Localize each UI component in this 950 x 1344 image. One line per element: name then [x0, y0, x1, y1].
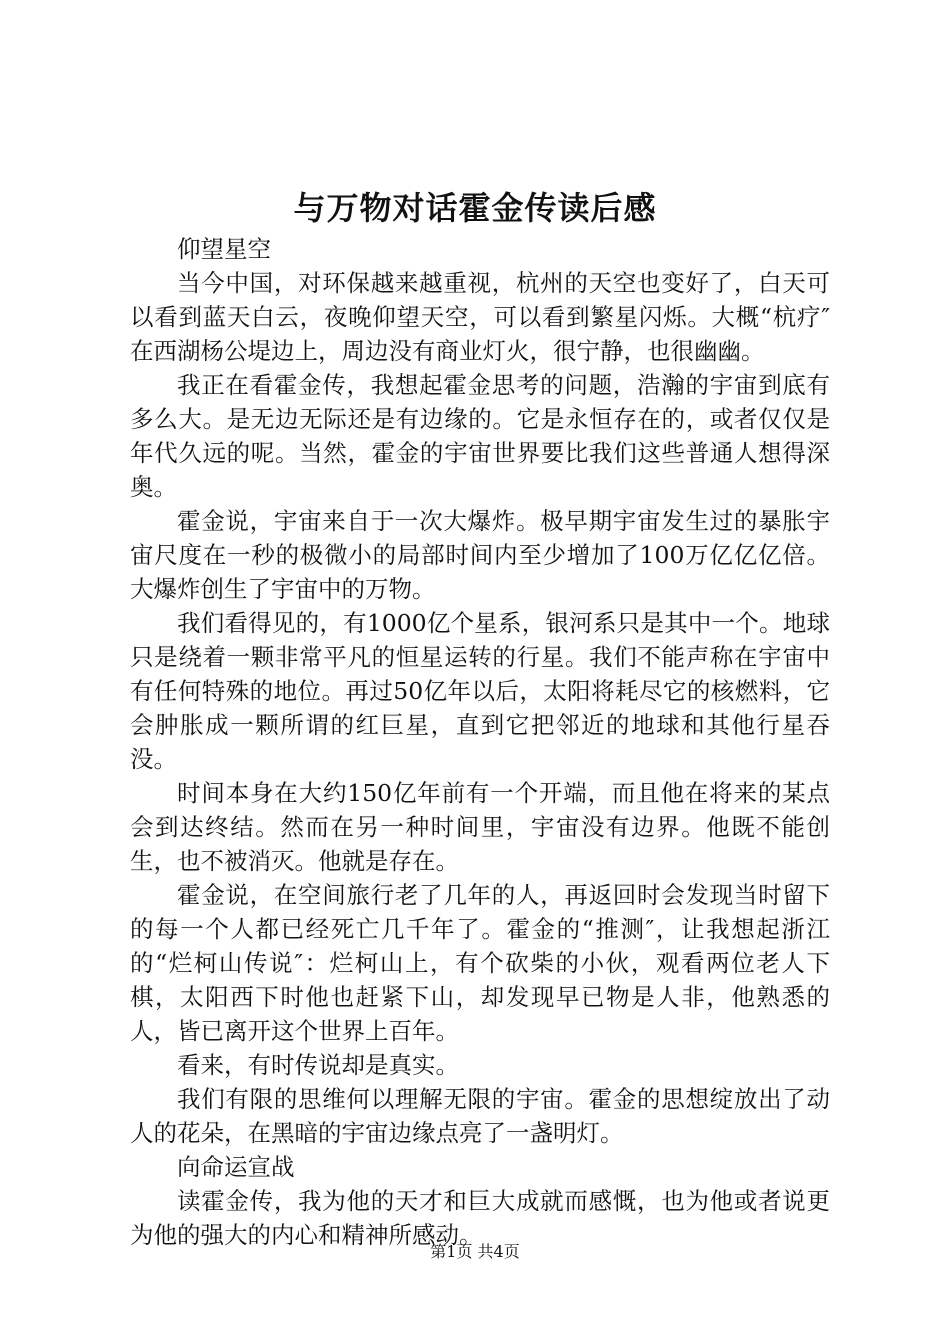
- paragraph: 读霍金传，我为他的天才和巨大成就而感慨，也为他或者说更为他的强大的内心和精神所感动。: [130, 1187, 830, 1249]
- page-title: 与万物对话霍金传读后感: [293, 189, 657, 227]
- paragraph: 看来，有时传说却是真实。: [177, 1051, 459, 1079]
- paragraph: 时间本身在大约150亿年前有一个开端，而且他在将来的某点会到达终结。然而在另一种时间里，宇宙没有边界。他既不能创生，也不被消灭。他就是存在。: [130, 779, 830, 875]
- paragraph: 霍金说，宇宙来自于一次大爆炸。极早期宇宙发生过的暴胀宇宙尺度在一秒的极微小的局部时间内至少增加了100万亿亿亿倍。大爆炸创生了宇宙中的万物。: [130, 507, 830, 603]
- paragraph: 霍金说，在空间旅行老了几年的人，再返回时会发现当时留下的每一个人都已经死亡几千年了。霍金的“推测″，让我想起浙江的“烂柯山传说″：烂柯山上，有个砍柴的小伙，观看两位老人下棋，太阳西下时他也赶紧下山，却发现早已物是人非，他熟悉的人，皆已离开这个世界上百年。: [130, 881, 830, 1045]
- paragraph: 当今中国，对环保越来越重视，杭州的天空也变好了，白天可以看到蓝天白云，夜晚仰望天空，可以看到繁星闪烁。大概“杭疗″在西湖杨公堤边上，周边没有商业灯火，很宁静，也很幽幽。: [130, 269, 830, 365]
- paragraph: 我们有限的思维何以理解无限的宇宙。霍金的思想绽放出了动人的花朵，在黑暗的宇宙边缘点亮了一盏明灯。: [130, 1085, 830, 1147]
- document-body: [130, 232, 830, 1252]
- paragraph: 我们看得见的，有1000亿个星系，银河系只是其中一个。地球只是绕着一颗非常平凡的恒星运转的行星。我们不能声称在宇宙中有任何特殊的地位。再过50亿年以后，太阳将耗尽它的核燃料，它会肿胀成一颗所谓的红巨星，直到它把邻近的地球和其他行星吞没。: [130, 609, 830, 773]
- section-heading-fate: 向命运宣战: [177, 1153, 295, 1181]
- section-heading-stargazing: 仰望星空: [177, 235, 271, 263]
- page-number-footer: 第1页 共4页: [430, 1242, 520, 1261]
- paragraph: 我正在看霍金传，我想起霍金思考的问题，浩瀚的宇宙到底有多么大。是无边无际还是有边缘的。它是永恒存在的，或者仅仅是年代久远的呢。当然，霍金的宇宙世界要比我们这些普通人想得深奥。: [130, 371, 830, 501]
